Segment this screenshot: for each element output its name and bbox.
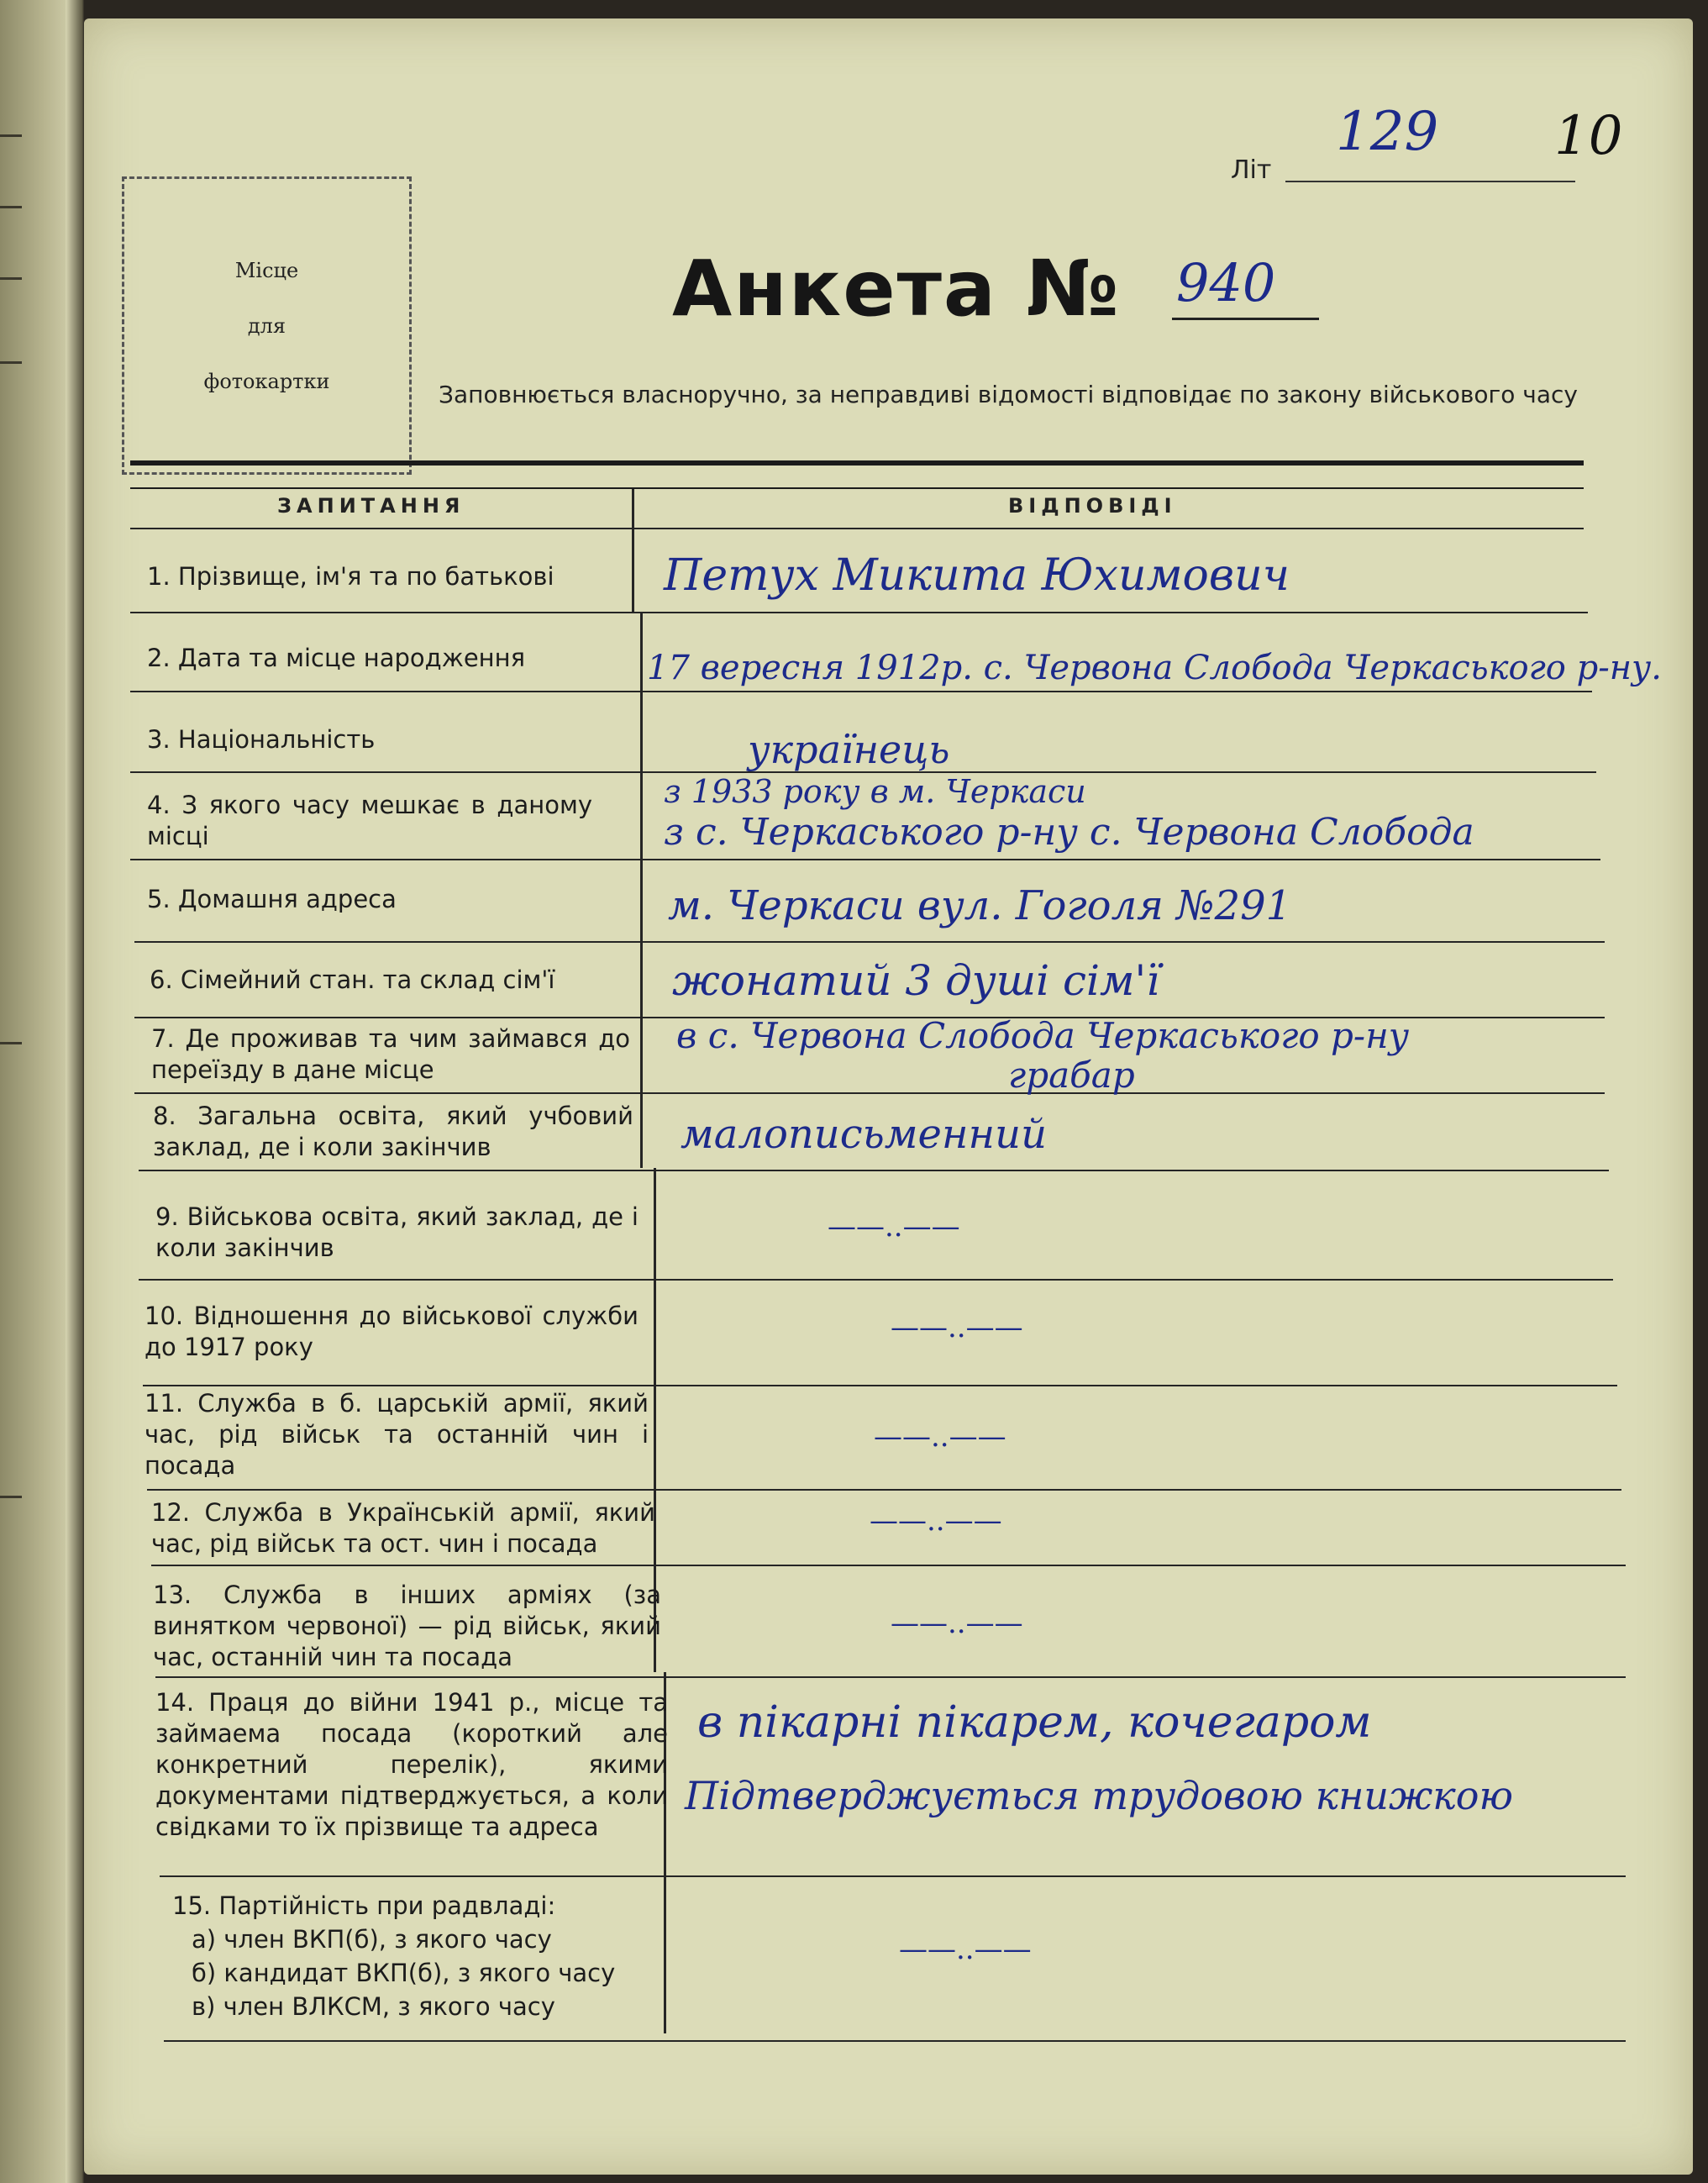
row-line (143, 1385, 1617, 1386)
binding-mark (0, 1496, 22, 1498)
lit-value: 129 (1336, 101, 1439, 163)
column-divider (640, 613, 643, 1168)
header-rule (130, 460, 1584, 466)
question-15c: в) член ВЛКСМ, з якого часу (192, 1992, 555, 2021)
row-line (130, 859, 1600, 860)
answer-14-line1: в пікарні пікарем, кочегаром (697, 1697, 1372, 1748)
photo-line: Місце (234, 258, 299, 282)
folder-edge (66, 0, 84, 2183)
row-line (139, 1170, 1609, 1171)
question-11: 11. Служба в б. царській армії, який час, рід військ та останній чин і посада (145, 1389, 649, 1480)
row-line (160, 1875, 1626, 1877)
question-2: 2. Дата та місце народження (147, 644, 526, 672)
answer-9: ——..—— (828, 1210, 960, 1244)
lit-line (1285, 181, 1575, 182)
answer-4-line1: з 1933 року в м. Черкаси (664, 773, 1086, 810)
page-number: 10 (1554, 105, 1623, 167)
answer-11: ——..—— (874, 1420, 1006, 1454)
answer-13: ——..—— (891, 1607, 1023, 1640)
answer-3: українець (748, 727, 950, 772)
answer-7-line2: грабар (1008, 1055, 1135, 1096)
binding-mark (0, 277, 22, 280)
answer-6: жонатий 3 душі сім'ї (672, 956, 1160, 1005)
question-15: 15. Партійність при радвладі: (172, 1891, 556, 1920)
answer-4-line2: з с. Черкаського р-ну с. Червона Слобода (664, 811, 1474, 854)
question-15b: б) кандидат ВКП(б), з якого часу (192, 1959, 616, 1987)
form-number-line (1172, 318, 1319, 320)
answer-7-line1: в с. Червона Слобода Черкаського р-ну (676, 1015, 1410, 1056)
question-8: 8. Загальна освіта, який учбовий заклад, де і коли закінчив (153, 1102, 633, 1161)
question-4: 4. З якого часу мешкає в даному місці (147, 791, 592, 850)
question-5: 5. Домашня адреса (147, 885, 397, 913)
row-line (134, 941, 1605, 943)
question-10: 10. Відношення до військової служби до 1917 року (145, 1302, 639, 1361)
question-1: 1. Прізвище, ім'я та по батькові (147, 562, 554, 591)
column-divider (632, 489, 634, 613)
binding-mark (0, 206, 22, 208)
form-subtitle: Заповнюється власноручно, за неправдиві відомості відповідає по закону військового часу (439, 381, 1578, 408)
row-line (134, 1092, 1605, 1094)
answer-14-line2: Підтверджується трудовою книжкою (685, 1773, 1513, 1818)
row-line (151, 1565, 1626, 1566)
questions-header: ЗАПИТАННЯ (277, 494, 465, 518)
row-line (147, 1489, 1621, 1491)
row-line (130, 691, 1592, 692)
header-rule-thin (130, 487, 1584, 489)
answers-header: ВІДПОВІДІ (1008, 494, 1177, 518)
question-7: 7. Де проживав та чим займався до переїзду в дане місце (151, 1024, 630, 1084)
photo-line: фотокартки (203, 369, 330, 393)
form-number: 940 (1176, 252, 1276, 313)
answer-5: м. Черкаси вул. Гоголя №291 (668, 882, 1292, 929)
answer-2: 17 вересня 1912р. с. Червона Слобода Черкаського р-ну. (647, 649, 1662, 687)
binding-mark (0, 361, 22, 364)
row-line (139, 1279, 1613, 1281)
question-14: 14. Праця до війни 1941 р., місце та займаема посада (короткий але конкретний перелік), якими документами підтверджується, а коли свідками то їх прізвище та адреса (155, 1688, 668, 1841)
answer-1: Петух Микита Юхимович (664, 550, 1290, 601)
answer-10: ——..—— (891, 1311, 1023, 1344)
question-12: 12. Служба в Українській армії, який час, рід військ та ост. чин і посада (151, 1498, 655, 1558)
answer-8: малописьменний (681, 1111, 1047, 1158)
row-line (164, 2040, 1626, 2042)
question-9: 9. Військова освіта, який заклад, де і коли закінчив (155, 1202, 639, 1262)
photo-placeholder (122, 176, 412, 475)
binding-mark (0, 134, 22, 137)
row-line (155, 1676, 1626, 1678)
answer-12: ——..—— (870, 1504, 1002, 1538)
answer-15: ——..—— (899, 1933, 1032, 1966)
lit-label: Літ (1231, 155, 1272, 185)
row-line (130, 528, 1584, 529)
form-title: Анкета № (672, 244, 1121, 334)
row-line (130, 612, 1588, 613)
photo-line: для (247, 313, 286, 338)
question-15a: а) член ВКП(б), з якого часу (192, 1925, 552, 1954)
question-6: 6. Сімейний стан. та склад сім'ї (150, 965, 555, 994)
binding-mark (0, 1042, 22, 1044)
question-13: 13. Служба в інших арміях (за винятком червоної) — рід військ, який час, останній чин та посада (153, 1581, 661, 1671)
question-3: 3. Національність (147, 725, 376, 754)
